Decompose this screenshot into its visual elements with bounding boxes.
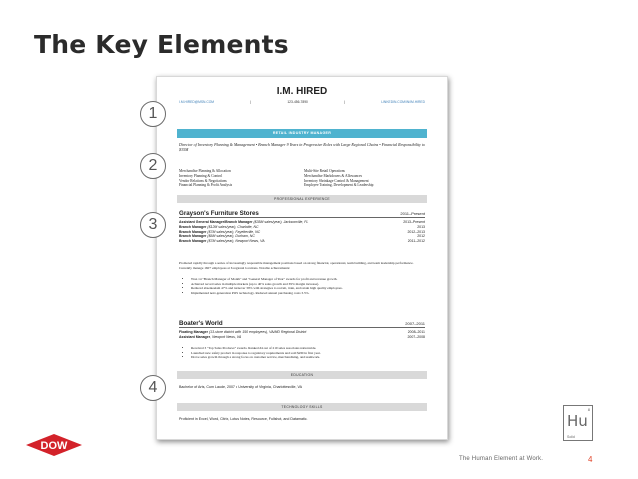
resume-document xyxy=(156,76,448,440)
skill-item: Vendor Relations & Negotiations xyxy=(179,178,227,183)
achievement-item: • Implemented next-generation POS technology. Reduced annual purchasing costs 3.5%. xyxy=(191,291,425,296)
job-title: Branch Manager xyxy=(179,234,207,239)
job-years: 2008–2011 xyxy=(407,330,425,334)
technology-skills-line: Proficient in Excel, Word, Citrix, Lotus Notes, Resource, Fullshot, and Datamatic. xyxy=(179,417,308,421)
achievement-item: • Drove sales growth through a strong focus on customer service, merchandising, and teamwork. xyxy=(191,355,425,360)
company-2-name: Boater's World xyxy=(179,320,223,327)
job-detail: ($7M sales/year), Fayetteville, NC xyxy=(206,229,261,234)
job-title-line xyxy=(179,239,265,244)
skills-columns xyxy=(179,169,429,188)
resume-contact xyxy=(179,100,425,107)
job-years: 2011–2012 xyxy=(407,239,425,244)
resume-email[interactable]: I.M.HIRED@MSN.COM xyxy=(179,100,215,104)
resume-name: I.M. HIRED xyxy=(276,86,328,97)
job-title: Branch Manager xyxy=(179,229,207,234)
marker-4: 4 xyxy=(140,375,166,401)
job-years: 2013 xyxy=(417,224,425,229)
skill-item: Inventory Shrinkage Control & Management xyxy=(304,178,369,183)
company-2-years: 2007–2011 xyxy=(405,321,425,326)
job-title: Floating Manager xyxy=(179,330,208,334)
company-1 xyxy=(179,210,425,217)
job-row xyxy=(179,239,425,244)
tagline: The Human Element at Work. xyxy=(459,456,544,462)
contact-separator: | xyxy=(250,100,252,104)
company-1-years: 2011–Present xyxy=(400,211,425,216)
resume-linkedin[interactable]: LINKEDIN.COM/IN/IM.HIRED xyxy=(381,100,425,104)
achievement-item: • Achieved record sales in multiple markets (up to 40% sales growth and 39% margin increase). xyxy=(191,282,425,287)
dow-logo xyxy=(26,434,82,456)
company-1-name: Grayson's Furniture Stores xyxy=(179,210,259,217)
company-1-paragraph: Promoted rapidly through a series of increasingly responsible management positions based on strong financial, operational, team building, and team leadership performance. Currently manage 160+ employees at 6 regional locations. Notable achievements: xyxy=(179,261,414,270)
job-years: 2007–2008 xyxy=(407,334,425,339)
contact-separator: | xyxy=(344,100,345,104)
section-education: EDUCATION xyxy=(177,371,427,379)
achievement-item: • Won 14 "Branch Manager of Month" and "General Manager of Year" awards for profit and revenue growth. xyxy=(191,277,425,282)
job-years: 2013–Present xyxy=(403,220,425,224)
skill-item: Merchandise Planning & Allocation xyxy=(179,169,231,173)
hu-symbol: Hu xyxy=(567,412,588,430)
resume-summary: Director of Inventory Planning & Management • Branch Manager 9 Years in Progressive Roles with Large Regional Chains • Financial Responsibility to $35M xyxy=(179,142,425,153)
job-title: Branch Manager xyxy=(179,224,207,229)
company-rule xyxy=(179,217,425,218)
skills-left xyxy=(179,169,304,188)
hu-number: 8 xyxy=(587,407,590,412)
section-technology-skills: TECHNOLOGY SKILLS xyxy=(177,403,427,411)
job-detail: ($12M sales/year), Charlotte, NC xyxy=(206,224,259,229)
resume-banner: RETAIL INDUSTRY MANAGER xyxy=(177,129,427,138)
marker-3: 3 xyxy=(140,212,166,238)
company-2 xyxy=(179,320,425,327)
company-rule xyxy=(179,327,425,328)
company-1-achievements xyxy=(185,277,425,295)
job-title: Assistant Manager xyxy=(179,334,211,339)
job-title-line xyxy=(179,335,241,340)
skills-right xyxy=(304,169,429,188)
company-2-achievements xyxy=(185,346,425,360)
job-title: Assistant General Manager/Branch Manager xyxy=(179,220,253,224)
marker-1: 1 xyxy=(140,101,166,127)
job-detail: ($35M sales/year), Jacksonville, FL xyxy=(252,220,309,224)
job-detail: (13-store district with 150 employees), VA/MD Regional District xyxy=(207,330,307,334)
dow-logo-text: DOW xyxy=(40,440,68,452)
section-experience: PROFESSIONAL EXPERIENCE xyxy=(177,195,427,203)
job-years: 2012–2013 xyxy=(407,229,425,234)
job-row xyxy=(179,335,425,340)
skill-item: Inventory Planning & Control xyxy=(179,173,223,178)
skill-item: Employee Training, Development & Leadership xyxy=(304,183,374,188)
page-number: 4 xyxy=(588,455,593,464)
job-detail: , Newport News, VA xyxy=(210,334,242,339)
education-line: Bachelor of Arts, Cum Laude, 2007 • University of Virginia, Charlottesville, VA xyxy=(179,385,302,389)
hu-label: Solid xyxy=(567,435,575,439)
marker-2: 2 xyxy=(140,153,166,179)
skill-item: Financial Planning & Profit Analysis xyxy=(179,183,233,188)
job-detail: ($6M sales/year), Durham, NC xyxy=(206,234,255,239)
achievement-item: • Reduced absenteeism 47% and turnover 39% with strategies to recruit, train, and retain high quality employees. xyxy=(191,286,425,291)
skill-item: Multi-Site Retail Operations xyxy=(304,169,345,173)
slide-title: The Key Elements xyxy=(34,30,289,59)
resume-phone: 123-456-7890 xyxy=(287,100,308,104)
job-title: Branch Manager xyxy=(179,239,207,244)
achievement-item: • Received 3 "Top Sales Producer" awards. Ranked #4 out of 210 sales associates nationwide. xyxy=(191,346,425,351)
skill-item: Merchandise Markdowns & Allowances xyxy=(304,173,362,178)
job-detail: ($7M sales/year), Newport News, VA xyxy=(206,239,265,244)
achievement-item: • Launched new safety product in response to regulatory requirements and sold $2M in first year. xyxy=(191,351,425,356)
hu-element-logo xyxy=(563,405,593,441)
job-years: 2012 xyxy=(417,234,425,239)
